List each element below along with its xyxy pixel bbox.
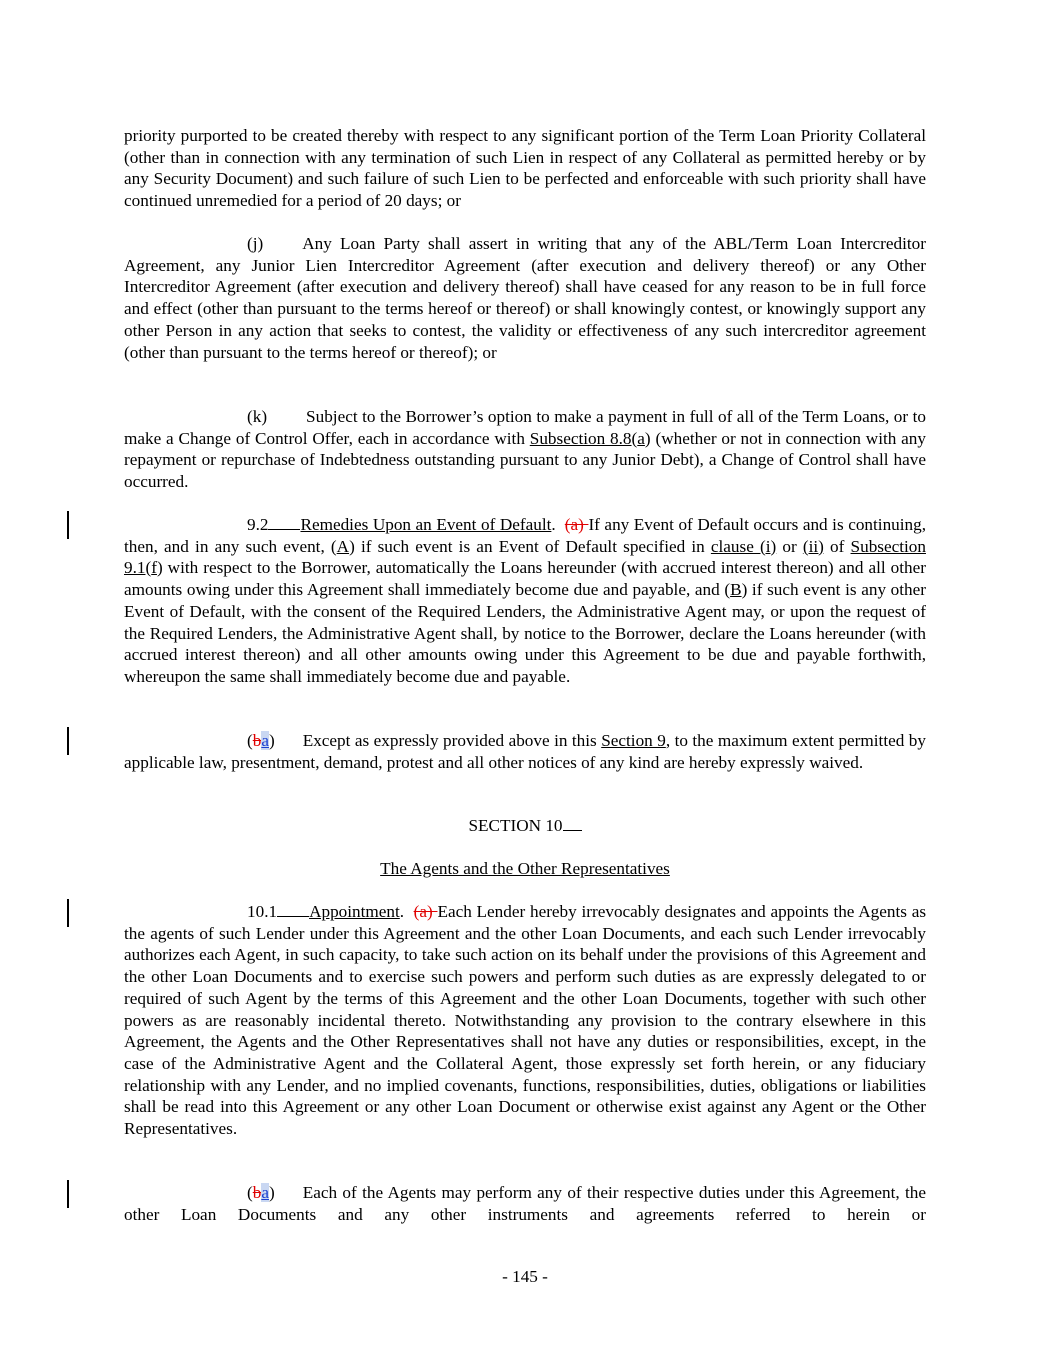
section-heading: Remedies Upon an Event of Default [300,515,552,534]
section-10-heading: SECTION 10 [124,815,926,837]
section-10-title: The Agents and the Other Representatives [380,859,670,878]
cross-reference: f [151,558,157,578]
section-heading: Appointment [309,902,400,921]
deleted-text: b [252,731,262,750]
cross-reference: clause (i) [710,536,777,556]
change-bar-9-2 [67,511,69,539]
section-9-2: 9.2 Remedies Upon an Event of Default. (a) If any Event of Default occurs and is continuing, then, and in any such event, (A) if such event is an Event of Default specified in clause (i) or (ii) of Subsection 9.1(f) with respect to the Borrower, automatically the Loans hereunder (with accrued interest thereon) and all other amounts owing under this Agreement shall immediately become due and payable, and (B) if such event is any other Event of Default, with the consent of the Required Lenders, the Administrative Agent may, or upon the request of the Required Lenders, the Administrative Agent shall, by notice to the Borrower, declare the Loans hereunder (with accrued interest thereon) and all other amounts owing under this Agreement to be due and payable forthwith, whereupon the same shall immediately become due and payable. [124,515,927,686]
page-number: - 145 - [502,1267,548,1286]
deleted-text: b [252,1183,262,1202]
deleted-text: (a) [413,902,438,921]
paragraph-k: (k) Subject to the Borrower’s option to make a payment in full of all of the Term Loans, or to make a Change of Control Offer, each in accordance with Subsection 8.8(a) (whether or not in connection with any repayment or repurchase of Indebtedness outstanding pursuant to any Junior Debt), a Change of Control shall have occurred. [124,407,926,492]
cross-reference: Subsection 9.1 [124,536,926,578]
paragraph-text: priority purported to be created thereby with respect to any significant portion of the Term Loan Priority Collateral (other than in connection with any termination of such Lien in respect of any Collateral as permitted hereby or by any Security Document) and such failure of such Lien to be perfected and enforceable with such priority shall have continued unremedied for a period of 20 days; or [124,126,926,211]
change-bar-10-1-a [67,1180,69,1208]
deleted-text: (a) [564,515,589,534]
clause-label: (j) [247,234,264,253]
section-10-1: 10.1 Appointment. (a) Each Lender hereby irrevocably designates and appoints the Agents as the agents of such Lender under this Agreement and the other Loan Documents, and each such Lender irrevocably authorizes each Agent, in such capacity, to take such action on its behalf under the provisions of this Agreement and the other Loan Documents and to exercise such powers and perform such duties as are expressly delegated to or required of such Agent by the terms of this Agreement and the other Loan Documents, together with such other powers as are reasonably incidental thereto. Notwithstanding any provision to the contrary elsewhere in this Agreement, the Agents and the Other Representatives shall not have any duties or responsibilities, except, in the case of the Administrative Agent and the Collateral Agent, those expressly set forth herein, or any fiduciary relationship with any Lender, and no implied covenants, functions, responsibilities, duties, obligations or liabilities shall be read into this Agreement or any other Loan Document or otherwise exist against any Agent or the Other Representatives. [124,902,927,1139]
cross-reference: (ii) [802,536,824,556]
change-bar-10-1 [67,899,69,927]
cross-reference: a [637,428,645,448]
paragraph-j [124,233,926,363]
clause-label: (k) [247,407,268,426]
cross-reference: Subsection 8.8 [529,428,632,448]
paragraph-text: Any Loan Party shall assert in writing that any of the ABL/Term Loan Intercreditor Agreement, any Junior Lien Intercreditor Agreement (after execution and delivery thereof) or any Other Intercreditor Agreement (after execution and delivery thereof) shall have ceased for any reason to be in full force and effect (other than pursuant to the terms hereof or thereof) or shall knowingly contest, or knowingly support any other Person in any action that seeks to contest, the validity or effectiveness of any such intercreditor agreement (other than pursuant to the terms hereof or thereof); or [124,234,926,362]
change-bar-9-2-a [67,727,69,755]
paragraph-i-continuation [124,125,926,212]
cross-reference: B [730,580,742,600]
section-number: 9.2 [247,515,269,534]
cross-reference: Section 9 [601,731,666,750]
inserted-text: a [261,1183,269,1202]
section-number: 10.1 [247,902,278,921]
paragraph-9-2-a: (ba) Except as expressly provided above in this Section 9, to the maximum extent permitted by applicable law, presentment, demand, protest and all other notices of any kind are hereby expressly waived. [124,731,926,772]
paragraph-10-1-a: (ba) Each of the Agents may perform any of their respective duties under this Agreement, the other Loan Documents and any other instruments and agreements referred to herein or [124,1183,926,1224]
inserted-text: a [261,731,269,750]
cross-reference: A [336,536,350,556]
